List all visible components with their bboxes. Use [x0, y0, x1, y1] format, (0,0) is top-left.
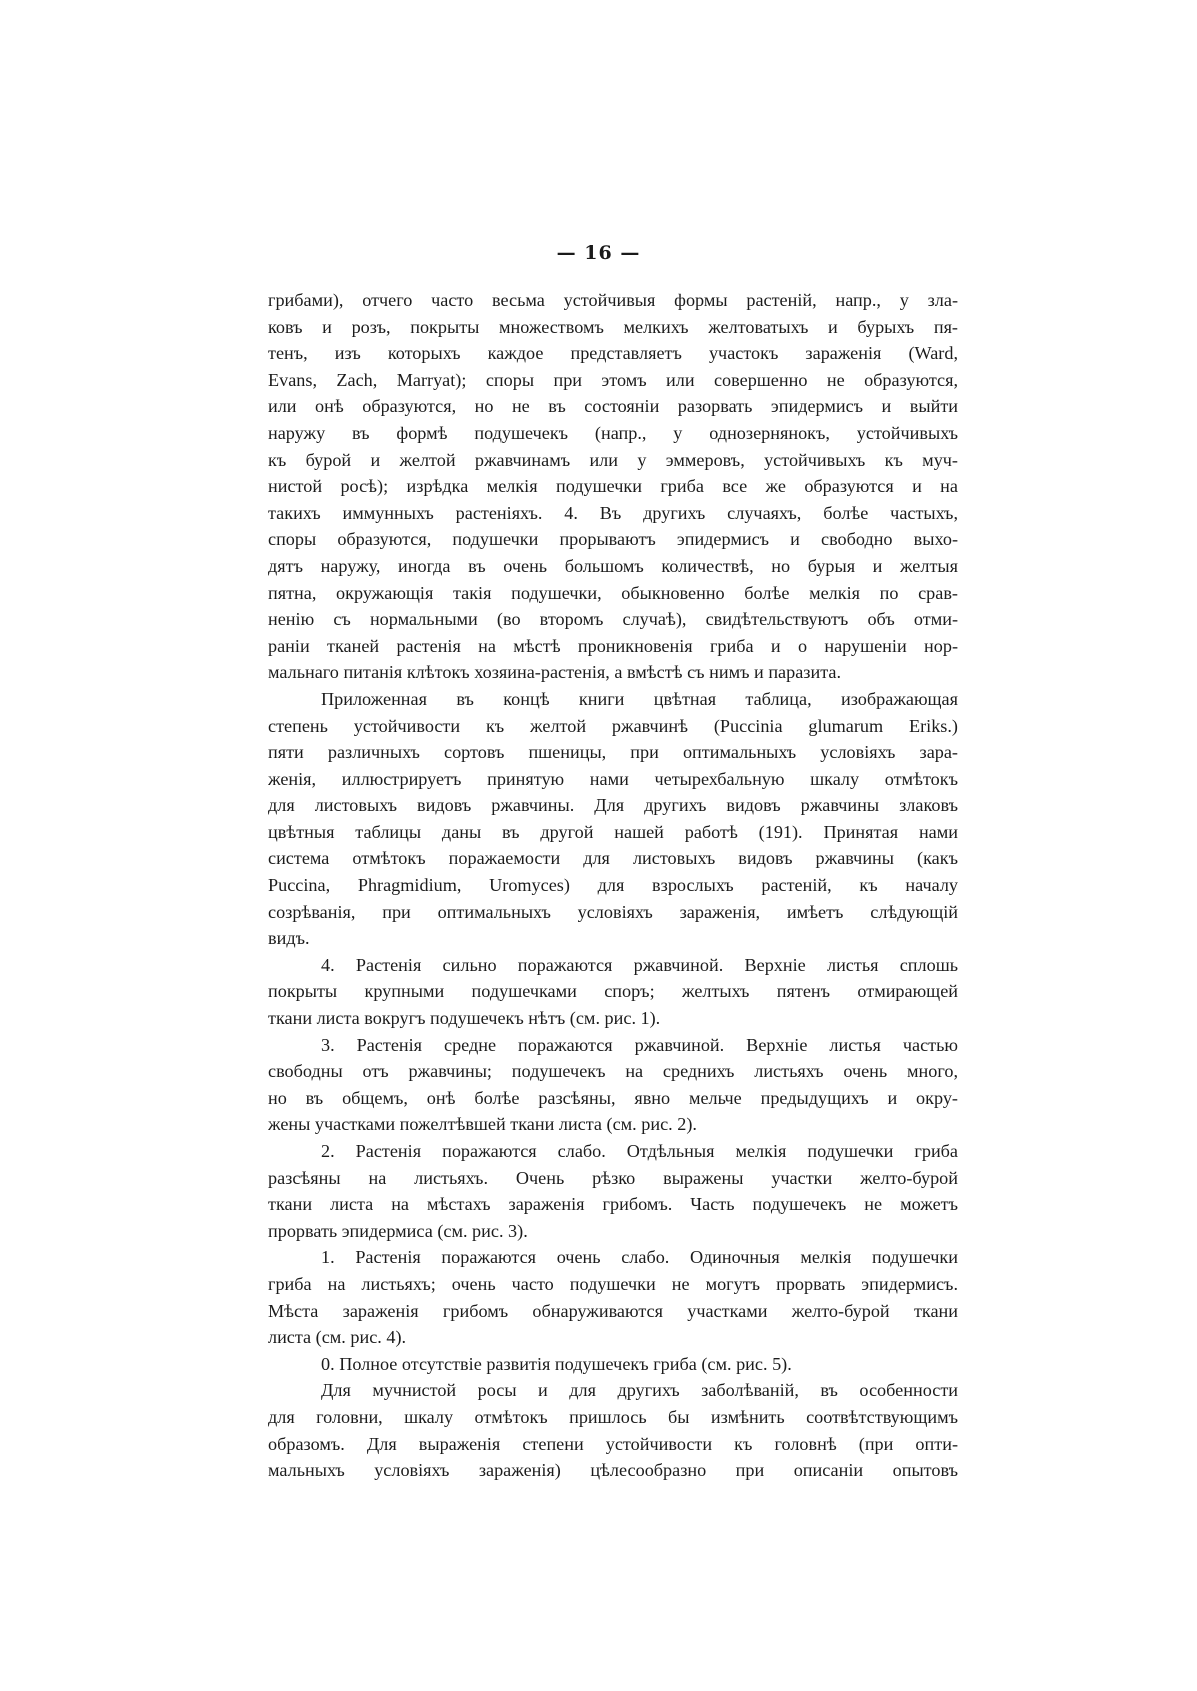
- text-line: или онѣ образуются, но не въ состояніи разорвать эпидермисъ и выйти: [268, 396, 958, 417]
- text-line: Мѣста зараженія грибомъ обнаруживаются участками желто-бурой ткани: [268, 1300, 958, 1321]
- paragraph-start-line: Для мучнистой росы и для другихъ заболѣваній, въ особенности: [321, 1380, 958, 1401]
- text-line: жены участками пожелтѣвшей ткани листа (см. рис. 2).: [268, 1114, 697, 1135]
- text-line: образомъ. Для выраженія степени устойчивости къ головнѣ (при опти-: [268, 1433, 958, 1454]
- paragraph-start-line: Приложенная въ концѣ книги цвѣтная таблица, изображающая: [321, 688, 958, 709]
- text-line: свободны отъ ржавчины; подушечекъ на среднихъ листьяхъ очень много,: [268, 1061, 958, 1082]
- text-line: степень устойчивости къ желтой ржавчинѣ (Puccinia glumarum Eriks.): [268, 715, 958, 736]
- text-line: наружу въ формѣ подушечекъ (напр., у однозернянокъ, устойчивыхъ: [268, 422, 958, 443]
- scale-item-4: 4. Растенія сильно поражаются ржавчиной. Верхніе листья сплошь: [321, 954, 958, 975]
- text-line: ковъ и розъ, покрыты множествомъ мелкихъ желтоватыхъ и бурыхъ пя-: [268, 316, 958, 337]
- text-line: цвѣтныя таблицы даны въ другой нашей работѣ (191). Принятая нами: [268, 821, 958, 842]
- text-line: къ бурой и желтой ржавчинамъ или у эммеровъ, устойчивыхъ къ муч-: [268, 449, 958, 470]
- text-line: прорвать эпидермиса (см. рис. 3).: [268, 1220, 528, 1241]
- scale-item-2: 2. Растенія поражаются слабо. Отдѣльныя мелкія подушечки гриба: [321, 1141, 958, 1161]
- text-line: созрѣванія, при оптимальныхъ условіяхъ зараженія, имѣетъ слѣдующій: [268, 901, 958, 922]
- text-line: дятъ наружу, иногда въ очень большомъ количествѣ, но бурыя и желтыя: [268, 555, 958, 576]
- text-line: Evans, Zach, Marryat); споры при этомъ или совершенно не образуются,: [268, 369, 958, 390]
- text-line: ткани листа на мѣстахъ зараженія грибомъ. Часть подушечекъ не можетъ: [268, 1194, 958, 1215]
- text-line: для головни, шкалу отмѣтокъ пришлось бы измѣнить соотвѣтствующимъ: [268, 1406, 958, 1427]
- text-line: споры образуются, подушечки прорываютъ эпидермисъ и свободно выхо-: [268, 529, 958, 550]
- scale-item-3: 3. Растенія средне поражаются ржавчиной. Верхніе листья частью: [321, 1034, 958, 1055]
- text-line: покрыты крупными подушечками споръ; желтыхъ пятенъ отмирающей: [268, 981, 958, 1002]
- text-line: такихъ иммунныхъ растеніяхъ. 4. Въ другихъ случаяхъ, болѣе частыхъ,: [268, 502, 958, 523]
- text-line: разсѣяны на листьяхъ. Очень рѣзко выражены участки желто-бурой: [268, 1167, 958, 1188]
- text-line: система отмѣтокъ поражаемости для листовыхъ видовъ ржавчины (какъ: [268, 848, 958, 869]
- text-line: но въ общемъ, онѣ болѣе разсѣяны, явно мельче предыдущихъ и окру-: [268, 1087, 958, 1108]
- page-number: — 16 —: [556, 242, 641, 264]
- text-line: видъ.: [268, 928, 310, 949]
- scale-item-1: 1. Растенія поражаются очень слабо. Одиночныя мелкія подушечки: [321, 1247, 958, 1268]
- body-text: [268, 287, 958, 1484]
- text-line: пяти различныхъ сортовъ пшеницы, при оптимальныхъ условіяхъ зара-: [268, 742, 958, 763]
- text-line: ненію съ нормальными (во второмъ случаѣ), свидѣтельствуютъ объ отми-: [268, 609, 958, 630]
- scale-item-0: 0. Полное отсутствіе развитія подушечекъ гриба (см. рис. 5).: [321, 1353, 792, 1374]
- text-line: листа (см. рис. 4).: [268, 1327, 407, 1348]
- text-line: ткани листа вокругъ подушечекъ нѣтъ (см. рис. 1).: [268, 1008, 661, 1029]
- text-line: раніи тканей растенія на мѣстѣ проникновенія гриба и о нарушеніи нор-: [268, 635, 958, 656]
- text-line: нистой росѣ); изрѣдка мелкія подушечки гриба все же образуются и на: [268, 476, 958, 497]
- text-line: пятна, окружающія такія подушечки, обыкновенно болѣе мелкія по срав-: [268, 582, 958, 603]
- text-line: для листовыхъ видовъ ржавчины. Для другихъ видовъ ржавчины злаковъ: [268, 795, 958, 816]
- text-line: женія, иллюстрируетъ принятую нами четырехбальную шкалу отмѣтокъ: [268, 768, 958, 789]
- text-line: гриба на листьяхъ; очень часто подушечки не могутъ прорвать эпидермисъ.: [268, 1273, 958, 1294]
- text-line: тенъ, изъ которыхъ каждое представляетъ участокъ зараженія (Ward,: [268, 343, 958, 364]
- text-line: мальныхъ условіяхъ зараженія) цѣлесообразно при описаніи опытовъ: [268, 1460, 958, 1481]
- text-line: грибами), отчего часто весьма устойчивыя формы растеній, напр., у зла-: [268, 290, 958, 310]
- text-line: мальнаго питанія клѣтокъ хозяина-растенія, а вмѣстѣ съ нимъ и паразита.: [268, 662, 842, 683]
- text-line: Puccina, Phragmidium, Uromyces) для взрослыхъ растеній, къ началу: [268, 875, 958, 896]
